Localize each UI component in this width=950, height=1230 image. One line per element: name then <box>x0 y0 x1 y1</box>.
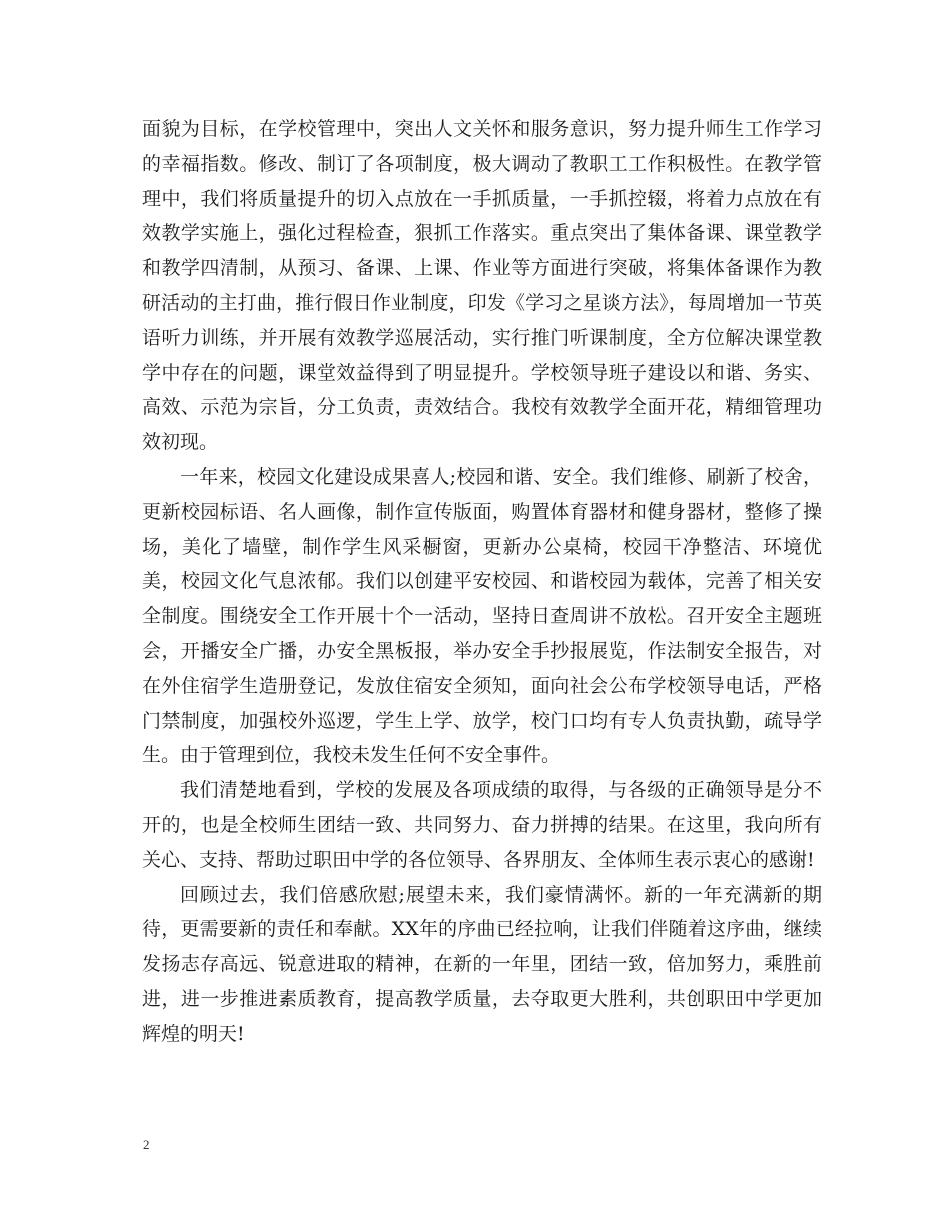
paragraph-1: 面貌为目标，在学校管理中，突出人文关怀和服务意识，努力提升师生工作学习的幸福指数。修改、制订了各项制度，极大调动了教职工工作积极性。在教学管理中，我们将质量提升的切入点放在一手抓质量，一手抓控辍，将着力点放在有效教学实施上，强化过程检查，狠抓工作落实。重点突出了集体备课、课堂教学和教学四清制，从预习、备课、上课、作业等方面进行突破，将集体备课作为教研活动的主打曲，推行假日作业制度，印发《学习之星谈方法》，每周增加一节英语听力训练，并开展有效教学巡展活动，实行推门听课制度，全方位解决课堂教学中存在的问题，课堂效益得到了明显提升。学校领导班子建设以和谐、务实、高效、示范为宗旨，分工负责，责效结合。我校有效教学全面开花，精细管理功效初现。 <box>142 118 822 454</box>
paragraph-2: 一年来，校园文化建设成果喜人;校园和谐、安全。我们维修、刷新了校舍，更新校园标语、名人画像，制作宣传版面，购置体育器材和健身器材，整修了操场，美化了墙壁，制作学生风采橱窗，更新办公桌椅，校园干净整洁、环境优美，校园文化气息浓郁。我们以创建平安校园、和谐校园为载体，完善了相关安全制度。围绕安全工作开展十个一活动，坚持日查周讲不放松。召开安全主题班会，开播安全广播，办安全黑板报，举办安全手抄报展览，作法制安全报告，对在外住宿学生造册登记，发放住宿安全须知，面向社会公布学校领导电话，严格门禁制度，加强校外巡逻，学生上学、放学，校门口均有专人负责执勤，疏导学生。由于管理到位，我校未发生任何不安全事件。 <box>142 465 822 767</box>
page-number: 2 <box>143 1137 150 1152</box>
paragraph-4: 回顾过去，我们倍感欣慰;展望未来，我们豪情满怀。新的一年充满新的期待，更需要新的责任和奉献。XX年的序曲已经拉响，让我们伴随着这序曲，继续发扬志存高远、锐意进取的精神，在新的一年里，团结一致，倍加努力，乘胜前进，进一步推进素质教育，提高教学质量，去夺取更大胜利，共创职田中学更加辉煌的明天! <box>142 883 822 1045</box>
paragraph-3: 我们清楚地看到，学校的发展及各项成绩的取得，与各级的正确领导是分不开的，也是全校师生团结一致、共同努力、奋力拼搏的结果。在这里，我向所有关心、支持、帮助过职田中学的各位领导、各界朋友、全体师生表示衷心的感谢! <box>142 779 822 871</box>
document-body <box>142 112 822 1052</box>
